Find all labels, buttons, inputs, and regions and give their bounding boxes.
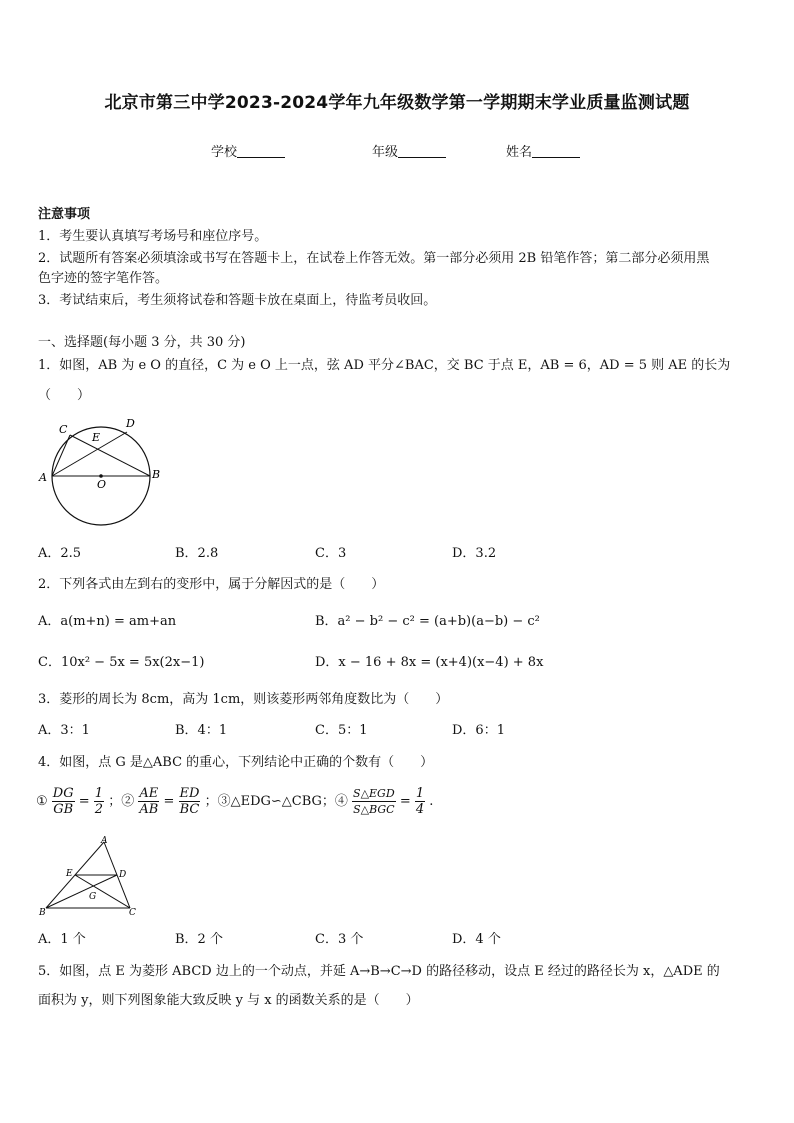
q3-option-a: A．3：1 — [38, 723, 90, 738]
q1-circle-figure — [34, 412, 170, 528]
q3-option-b: B．4：1 — [175, 723, 228, 738]
label-g: G — [89, 892, 97, 902]
q4-option-c: C．3 个 — [315, 932, 364, 947]
section-heading: 一、选择题(每小题 3 分，共 30 分) — [38, 335, 246, 350]
notes-heading: 注意事项 — [38, 207, 91, 222]
fraction-one-quarter: $\frac{1}{4}$ — [415, 786, 425, 817]
label-c: C — [129, 908, 136, 918]
q5-stem-continued: 面积为 y，则下列图象能大致反映 y 与 x 的函数关系的是（ ） — [38, 993, 419, 1008]
label-d: D — [126, 417, 135, 430]
fraction-one-half: $\frac{1}{2}$ — [94, 786, 104, 817]
page-title: 北京市第三中学2023-2024学年九年级数学第一学期期末学业质量监测试题 — [104, 93, 690, 113]
note-item: 3．考试结束后，考生须将试卷和答题卡放在桌面上，待监考员收回。 — [38, 293, 437, 308]
q5-stem: 5．如图，点 E 为菱形 ABCD 边上的一个动点，并延 A→B→C→D 的路径移动，设点 E 经过的路径长为 x，△ADE 的 — [38, 964, 720, 979]
q2-option-c: C．10x² − 5x = 5x(2x−1) — [38, 655, 205, 670]
name-field: 姓名 — [506, 141, 580, 160]
q4-stem: 4．如图，点 G 是△ABC 的重心，下列结论中正确的个数有（ ） — [38, 755, 434, 770]
q3-option-c: C．5：1 — [315, 723, 368, 738]
q2-option-a: A．a(m+n) = am+an — [38, 614, 177, 629]
label-a: A — [39, 471, 47, 484]
label-c: C — [59, 423, 68, 436]
q1-option-a: A．2.5 — [38, 546, 82, 561]
label-b: B — [39, 908, 46, 918]
q2-option-b: B．a² − b² − c² = (a+b)(a−b) − c² — [315, 614, 540, 629]
note-item: 色字迹的签字笔作答。 — [38, 271, 169, 286]
q1-option-c: C．3 — [315, 546, 347, 561]
label-e: E — [92, 431, 101, 444]
q1-stem: 1．如图，AB 为 e O 的直径，C 为 e O 上一点，弦 AD 平分∠BAC，交 BC 于点 E，AB = 6，AD = 5 则 AE 的长为 — [38, 358, 731, 373]
grade-field: 年级 — [372, 141, 446, 160]
q4-conclusions: ① $\frac{DG}{GB}$ = $\frac{1}{2}$ ；② $\frac{AE}{AB}$ = $\frac{ED}{BC}$ ；③△EDG∽△CBG；④ $\frac{\text{S△EGD}}{\text{S△BGC}}$ = $\frac{1}{4}$ . — [36, 786, 434, 817]
fraction-area-ratio: $\frac{\text{S△EGD}}{\text{S△BGC}}$ — [353, 787, 395, 816]
q1-option-d: D．3.2 — [452, 546, 497, 561]
q4-triangle-figure — [34, 834, 146, 920]
q2-option-d: D．x − 16 + 8x = (x+4)(x−4) + 8x — [315, 655, 544, 670]
note-item: 2．试题所有答案必须填涂或书写在答题卡上，在试卷上作答无效。第一部分必须用 2B 铅笔作答；第二部分必须用黑 — [38, 251, 710, 266]
q1-stem-blank: （ ） — [38, 388, 91, 403]
fraction-ed-bc: $\frac{ED}{BC}$ — [179, 786, 200, 817]
fraction-ae-ab: $\frac{AE}{AB}$ — [139, 786, 159, 817]
label-o: O — [97, 478, 107, 491]
school-field: 学校 — [211, 141, 285, 160]
label-b: B — [152, 468, 161, 481]
q4-option-d: D．4 个 — [452, 932, 501, 947]
note-item: 1．考生要认真填写考场号和座位序号。 — [38, 229, 268, 244]
fraction-dg-gb: $\frac{DG}{GB}$ — [52, 786, 74, 817]
q4-option-b: B．2 个 — [175, 932, 223, 947]
label-e: E — [66, 869, 73, 879]
q1-option-b: B．2.8 — [175, 546, 219, 561]
label-a: A — [101, 836, 108, 846]
q4-option-a: A．1 个 — [38, 932, 86, 947]
q3-option-d: D．6：1 — [452, 723, 505, 738]
label-d: D — [119, 870, 127, 880]
q3-stem: 3．菱形的周长为 8cm，高为 1cm，则该菱形两邻角度数比为（ ） — [38, 692, 449, 707]
q2-stem: 2．下列各式由左到右的变形中，属于分解因式的是（ ） — [38, 577, 385, 592]
